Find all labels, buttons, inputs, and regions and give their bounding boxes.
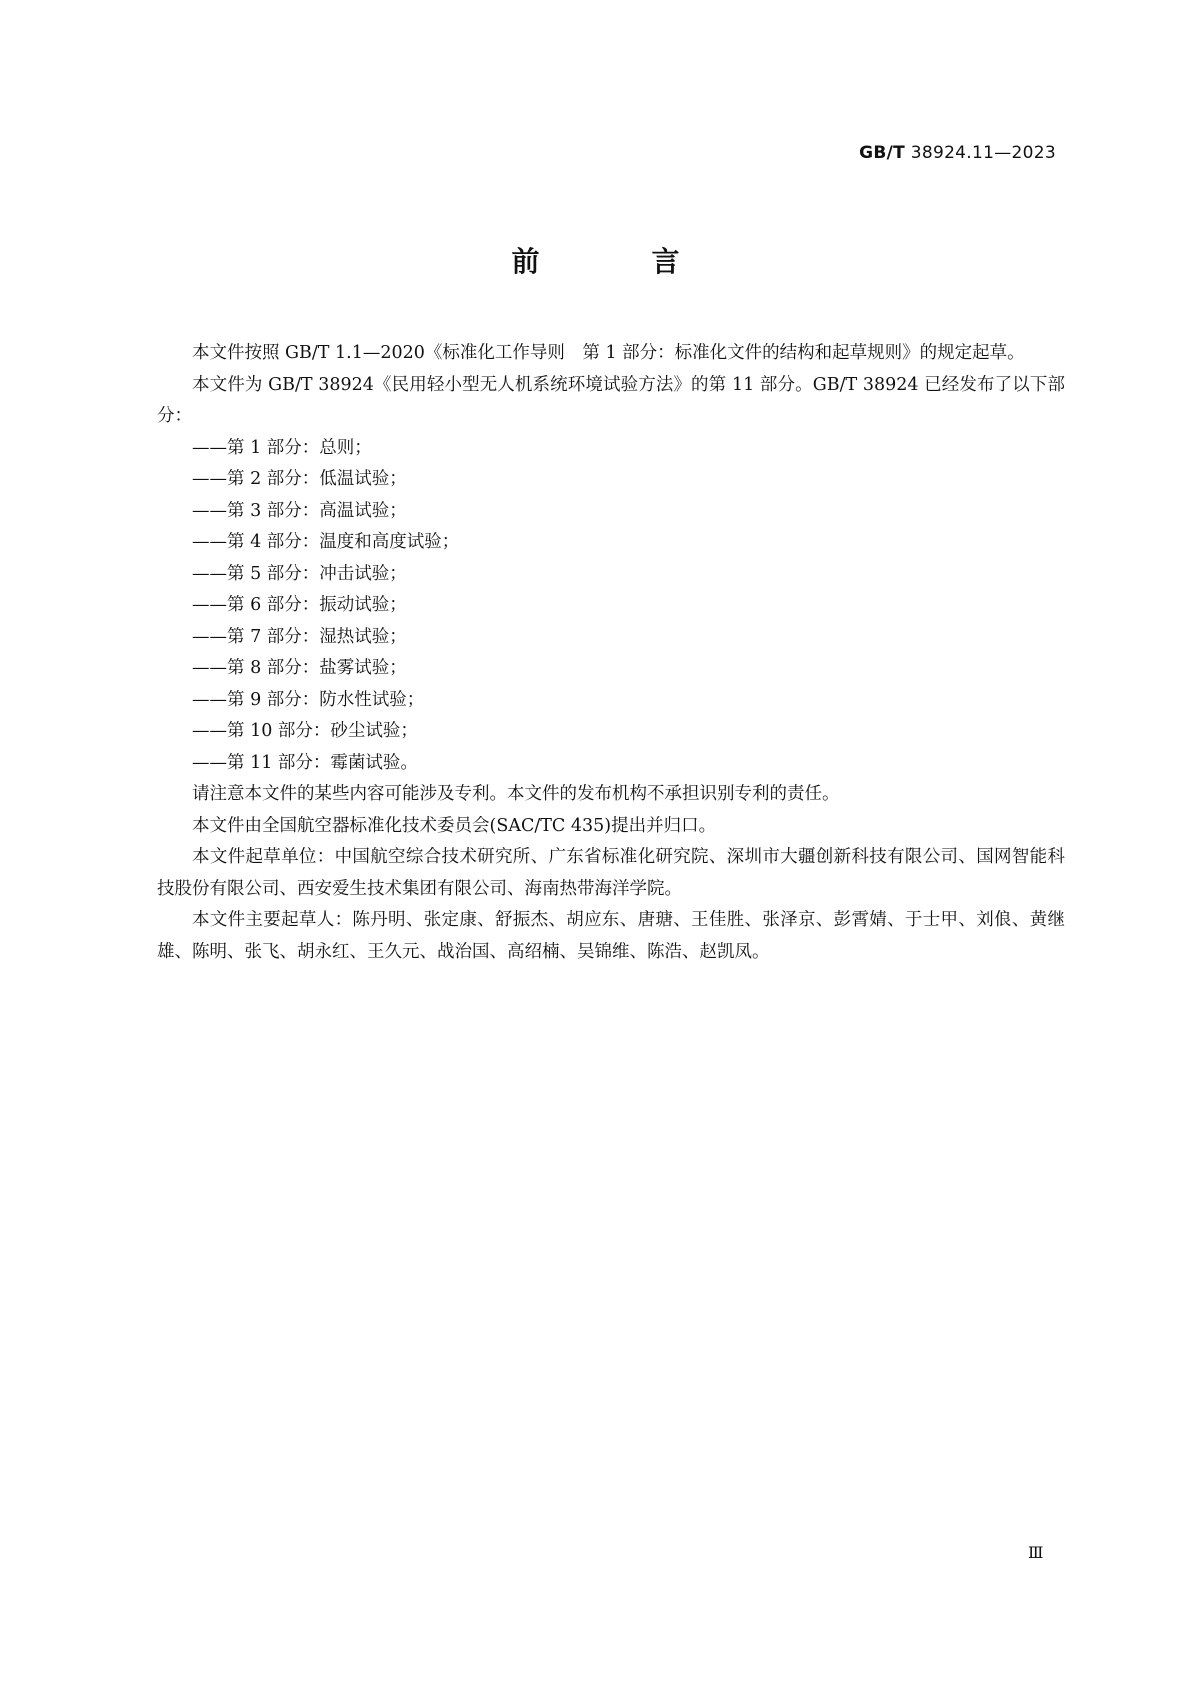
standard-code — [859, 143, 1056, 163]
standard-code-number: 38924.11—2023 — [910, 143, 1056, 163]
list-item: ——第 7 部分：湿热试验； — [192, 626, 407, 647]
list-item: ——第 2 部分：低温试验； — [192, 469, 407, 489]
paragraph-proposer: 本文件由全国航空器标准化技术委员会(SAC/TC 435)提出并归口。 — [192, 815, 717, 836]
list-item: ——第 9 部分：防水性试验； — [192, 689, 425, 710]
list-item: ——第 10 部分：砂尘试验； — [192, 721, 418, 741]
list-item: ——第 6 部分：振动试验； — [192, 595, 407, 615]
list-item: ——第 4 部分：温度和高度试验； — [192, 532, 460, 552]
paragraph-patent-notice: 请注意本文件的某些内容可能涉及专利。本文件的发布机构不承担识别专利的责任。 — [192, 784, 840, 804]
paragraph-drafting-rules: 本文件按照 GB/T 1.1—2020《标准化工作导则 第 1 部分：标准化文件的结构和起草规则》的规定起草。 — [192, 343, 1025, 363]
page-title: 前 言 — [511, 245, 722, 278]
list-item: ——第 1 部分：总则； — [192, 437, 372, 458]
foreword-body — [157, 338, 1065, 968]
page-number: Ⅲ — [1028, 1543, 1044, 1562]
standard-code-prefix: GB/T — [859, 143, 905, 163]
list-item: ——第 5 部分：冲击试验； — [192, 563, 407, 584]
paragraph-drafters: 本文件主要起草人：陈丹明、张定康、舒振杰、胡应东、唐瑭、王佳胜、张泽京、彭霄婧、于士甲、刘俍、黄继雄、陈明、张飞、胡永红、王久元、战治国、高绍楠、吴锦维、陈浩、赵凯凤。 — [157, 910, 1065, 962]
paragraph-drafting-units: 本文件起草单位：中国航空综合技术研究所、广东省标准化研究院、深圳市大疆创新科技有限公司、国网智能科技股份有限公司、西安爱生技术集团有限公司、海南热带海洋学院。 — [157, 847, 1065, 899]
paragraph-series-intro: 本文件为 GB/T 38924《民用轻小型无人机系统环境试验方法》的第 11 部分。GB/T 38924 已经发布了以下部分： — [157, 374, 1065, 426]
list-item: ——第 8 部分：盐雾试验； — [192, 658, 407, 678]
list-item: ——第 11 部分：霉菌试验。 — [192, 752, 418, 773]
list-item: ——第 3 部分：高温试验； — [192, 500, 407, 521]
